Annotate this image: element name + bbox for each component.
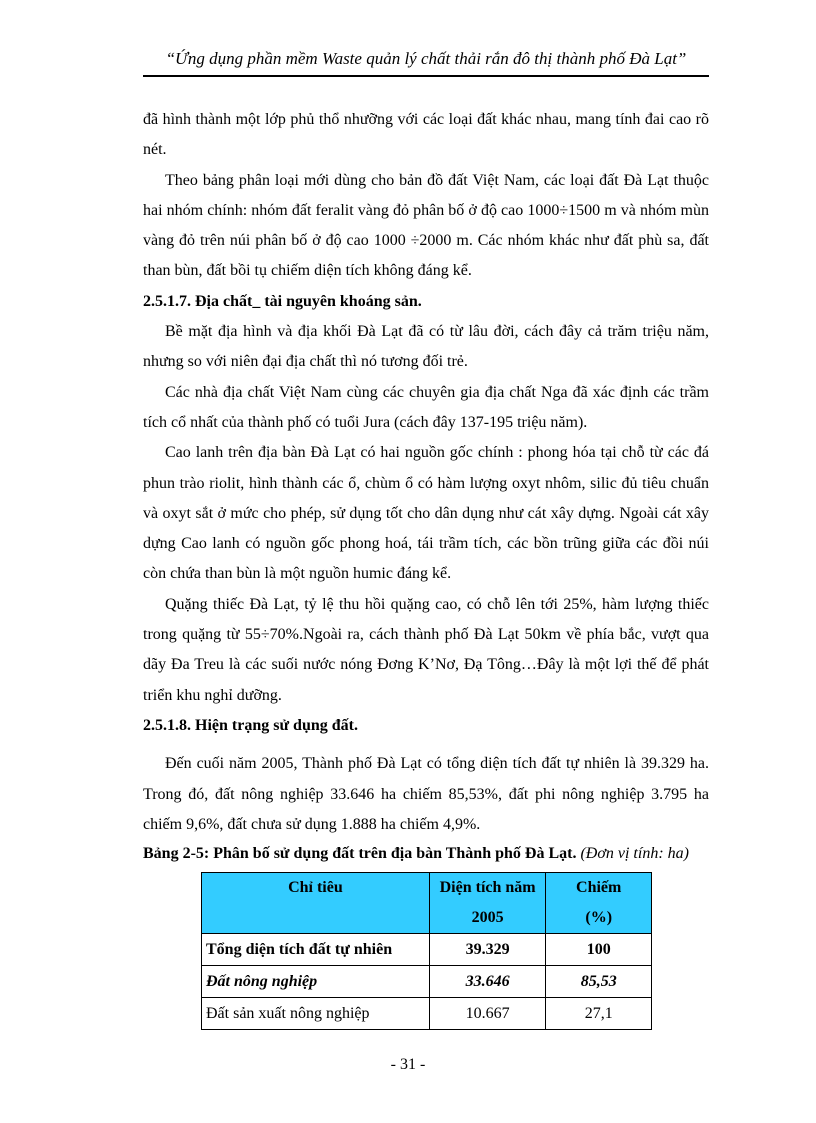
table-row	[202, 966, 652, 998]
row-percent: 27,1	[546, 998, 652, 1030]
column-header-indicator	[202, 873, 430, 934]
column-header-percent-unit	[546, 903, 652, 934]
column-header-area-year	[429, 903, 546, 934]
column-header-area	[429, 873, 546, 904]
table-row	[202, 934, 652, 966]
running-header: “Ứng dụng phần mềm Waste quản lý chất thải rắn đô thị thành phố Đà Lạt”	[165, 49, 687, 68]
row-label: Đất nông nghiệp	[202, 966, 430, 998]
row-percent: 100	[546, 934, 652, 966]
row-area: 39.329	[429, 934, 546, 966]
row-label: Tổng diện tích đất tự nhiên	[202, 934, 430, 966]
paragraph: Theo bảng phân loại mới dùng cho bản đồ đất Việt Nam, các loại đất Đà Lạt thuộc hai nhóm chính: nhóm đất feralit vàng đỏ phân bố ở độ cao 1000÷1500 m và nhóm mùn vàng đỏ trên núi phân bố ở độ cao 1000 ÷2000 m. Các nhóm khác như đất phù sa, đất than bùn, đất bồi tụ chiếm diện tích không đáng kể.	[143, 171, 709, 280]
row-area: 10.667	[429, 998, 546, 1030]
paragraph: Đến cuối năm 2005, Thành phố Đà Lạt có tổng diện tích đất tự nhiên là 39.329 ha. Trong đó, đất nông nghiệp 33.646 ha chiếm 85,53%, đất phi nông nghiệp 3.795 ha chiếm 9,6%, đất chưa sử dụng 1.888 ha chiếm 4,9%.	[143, 755, 709, 833]
caption-unit: (Đơn vị tính: ha)	[580, 845, 689, 862]
column-header-label: (%)	[585, 909, 613, 926]
paragraph: đã hình thành một lớp phủ thổ nhưỡng với các loại đất khác nhau, mang tính đai cao rõ nét.	[143, 111, 709, 159]
table-row	[202, 998, 652, 1030]
section-heading: 2.5.1.7. Địa chất_ tài nguyên khoáng sản.	[143, 292, 422, 310]
body-text	[143, 105, 709, 840]
row-label: Đất sản xuất nông nghiệp	[202, 998, 430, 1030]
paragraph: Quặng thiếc Đà Lạt, tỷ lệ thu hồi quặng cao, có chỗ lên tới 25%, hàm lượng thiếc trong quặng từ 55÷70%.Ngoài ra, cách thành phố Đà Lạt 50km về phía bắc, vượt qua dãy Đa Treu là các suối nước nóng Đơng K’Nơ, Đạ Tông…Đây là một lợi thế để phát triển khu nghỉ dưỡng.	[143, 595, 709, 704]
caption-title: Bảng 2-5: Phân bố sử dụng đất trên địa bàn Thành phố Đà Lạt.	[143, 845, 577, 862]
column-header-label: Chiếm	[576, 879, 622, 896]
column-header-label: Diện tích năm	[439, 879, 536, 896]
column-header-label: Chỉ tiêu	[288, 879, 343, 896]
paragraph: Cao lanh trên địa bàn Đà Lạt có hai nguồn gốc chính : phong hóa tại chỗ từ các đá phun trào riolit, hình thành các ổ, chùm ổ có hàm lượng oxyt nhôm, silic đủ tiêu chuẩn và oxyt sắt ở mức cho phép, sử dụng tốt cho dân dụng như cát xây dựng. Ngoài cát xây dựng Cao lanh có nguồn gốc phong hoá, tái trầm tích, các bồn trũng giữa các đồi núi còn chứa than bùn là một nguồn humic đáng kể.	[143, 444, 709, 583]
row-percent: 85,53	[546, 966, 652, 998]
land-use-table	[201, 872, 652, 1030]
row-area: 33.646	[429, 966, 546, 998]
paragraph: Bề mặt địa hình và địa khối Đà Lạt đã có từ lâu đời, cách đây cả trăm triệu năm, nhưng so với niên đại địa chất thì nó tương đối trẻ.	[143, 323, 709, 371]
header-rule	[143, 75, 709, 77]
table-caption	[143, 843, 763, 865]
column-header-label: 2005	[471, 909, 504, 926]
section-heading: 2.5.1.8. Hiện trạng sử dụng đất.	[143, 716, 358, 734]
page-number: - 31 -	[390, 1056, 426, 1073]
column-header-percent	[546, 873, 652, 904]
paragraph: Các nhà địa chất Việt Nam cùng các chuyên gia địa chất Nga đã xác định các trầm tích cổ nhất của thành phố có tuổi Jura (cách đây 137-195 triệu năm).	[143, 383, 709, 431]
